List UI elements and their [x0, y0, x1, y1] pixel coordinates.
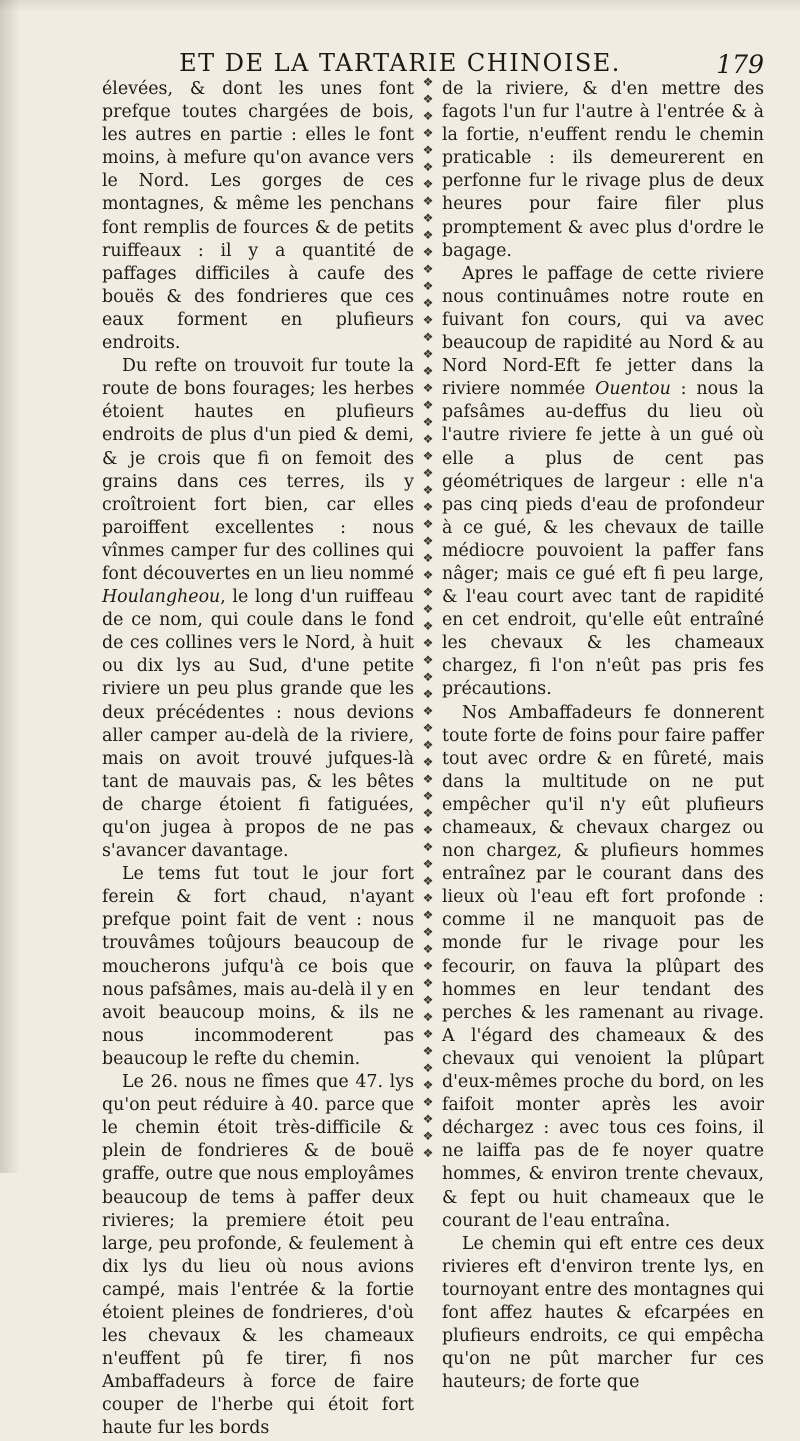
ornament-glyph: ❖	[422, 1112, 434, 1126]
ornament-glyph: ❖	[422, 398, 434, 412]
ornament-glyph: ❖	[422, 364, 434, 378]
ornament-glyph: ❖	[422, 160, 434, 174]
ornament-glyph: ❖	[422, 245, 434, 259]
paragraph	[442, 1233, 764, 1395]
ornament-glyph: ❖	[422, 1010, 434, 1024]
paragraph-text: , le long d'un ruiffeau de ce nom, qui coule dans le fond de ces collines vers le Nord, à huit ou dix lys au Sud, d'une petite riviere un peu plus grande que les deux précédentes : nous devions aller camper au-delà de la riviere, mais on avoit trouvé jufques-là tant de mauvais pas, & les bêtes de charge étoient fi fatiguées, qu'on jugea à propos de ne pas s'avancer davantage.	[102, 587, 414, 862]
ornament-glyph: ❖	[422, 942, 434, 956]
ornament-glyph: ❖	[422, 908, 434, 922]
ornament-glyph: ❖	[422, 636, 434, 650]
ornament-glyph: ❖	[422, 925, 434, 939]
ornament-glyph: ❖	[422, 721, 434, 735]
ornament-glyph: ❖	[422, 211, 434, 225]
left-column	[102, 78, 415, 1439]
ornament-glyph: ❖	[422, 415, 434, 429]
ornament-glyph: ❖	[422, 874, 434, 888]
ornament-glyph: ❖	[422, 143, 434, 157]
ornament-glyph: ❖	[422, 772, 434, 786]
ornament-glyph: ❖	[422, 194, 434, 208]
ornament-glyph: ❖	[422, 1095, 434, 1109]
ornament-glyph: ❖	[422, 75, 434, 89]
ornament-glyph: ❖	[422, 670, 434, 684]
ornament-glyph: ❖	[422, 262, 434, 276]
ornament-glyph: ❖	[422, 1027, 434, 1041]
ornament-glyph: ❖	[422, 806, 434, 820]
paragraph-text: Le 26. nous ne fîmes que 47. lys qu'on peut réduire à 40. parce que le chemin étoit très-difficile & plein de fondrieres & de bouë graffe, outre que nous employâmes beaucoup de tems à paffer deux rivieres; la premiere étoit peu large, peu profonde, & feulement à dix lys du lieu où nous avions campé, mais l'entrée & la fortie étoient pleines de fondrieres, d'où les chevaux & les chameaux n'euffent pû fe tirer, fi nos Ambaffadeurs à force de faire couper de l'herbe qui étoit fort haute fur les bords	[102, 1072, 414, 1439]
page-header	[0, 46, 800, 80]
paragraph-text: de la riviere, & d'en mettre des fagots l'un fur l'autre à l'entrée & à la fortie, n'euffent rendu le chemin praticable : ils demeurerent en perfonne fur le rivage plus de deux heures pour faire filer plus promptement & avec plus d'ordre le bagage.	[442, 79, 764, 261]
ornament-glyph: ❖	[422, 891, 434, 905]
paragraph-text: Nos Ambaffadeurs fe donnerent toute forte de foins pour faire paffer tout avec ordre & en fûreté, mais dans la multitude on ne put empêcher qu'il n'y eût plufieurs chameaux, & chevaux chargez ou non chargez, & plufieurs hommes entraînez par le courant dans des lieux où l'eau eft fort profonde : comme il ne manquoit pas de monde fur le rivage pour les fecourir, on fauva la plûpart des hommes en leur tendant des perches & les ramenant au rivage. A l'égard des chameaux & des chevaux qui venoient la plûpart d'eux-mêmes proche du bord, on les faifoit monter après les avoir déchargez : avec tous ces foins, il ne laiffa pas de fe noyer quatre hommes, & environ trente chevaux, & fept ou huit chameaux que le courant de l'eau entraîna.	[442, 702, 764, 1231]
running-head: ET DE LA TARTARIE CHINOISE.	[179, 49, 621, 77]
paragraph-text: Du refte on trouvoit fur toute la route de bons fourages; les herbes étoient hautes en plufieurs endroits de plus d'un pied & demi, & je crois que fi on femoit des grains dans ces terres, ils y croîtroient fort bien, car elles paroiffent excellentes : nous vînmes camper fur des collines qui font découvertes en un lieu nommé	[102, 356, 414, 584]
ornament-glyph: ❖	[422, 653, 434, 667]
right-column	[442, 78, 764, 1393]
ornament-glyph: ❖	[422, 687, 434, 701]
ornament-glyph: ❖	[422, 517, 434, 531]
paragraph	[102, 78, 414, 355]
paragraph	[102, 355, 414, 863]
ornament-glyph: ❖	[422, 126, 434, 140]
paragraph	[102, 1071, 414, 1441]
ornament-glyph: ❖	[422, 1129, 434, 1143]
ornament-glyph: ❖	[422, 92, 434, 106]
ornament-glyph: ❖	[422, 330, 434, 344]
paragraph-text: Le tems fut tout le jour fort ferein & fort chaud, n'ayant prefque point fait de vent : nous trouvâmes toûjours beaucoup de moucherons jufqu'à ce bois que nous pafsâmes, mais au-delà il y en avoit beaucoup moins, & ils ne nous incommoderent pas beaucoup le refte du chemin.	[102, 864, 415, 1069]
ornament-glyph: ❖	[422, 347, 434, 361]
paragraph-text: Le chemin qui eft entre ces deux rivieres eft d'environ trente lys, en tournoyant entre des montagnes qui font affez hautes & efcarpées en plufieurs endroits, ce qui empêcha qu'on ne pût marcher fur ces hauteurs; de forte que	[442, 1233, 764, 1393]
ornament-glyph: ❖	[422, 755, 434, 769]
ornament-glyph: ❖	[422, 976, 434, 990]
ornament-glyph: ❖	[422, 738, 434, 752]
ornament-glyph: ❖	[422, 449, 434, 463]
ornament-glyph: ❖	[422, 993, 434, 1007]
top-shadow	[0, 0, 800, 12]
ornament-glyph: ❖	[422, 619, 434, 633]
ornament-glyph: ❖	[422, 959, 434, 973]
ornament-glyph: ❖	[422, 1078, 434, 1092]
ornament-glyph: ❖	[422, 840, 434, 854]
paragraph-text: élevées, & dont les unes font prefque toutes chargées de bois, les autres en partie : elles le font moins, à mefure qu'on avance vers le Nord. Les gorges de ces montagnes, & même les penchans font remplis de fources & de petits ruiffeaux : il y a quantité de paffages difficiles à caufe des bouës & des fondrieres que ces eaux forment en plufieurs endroits.	[102, 79, 414, 354]
ornament-glyph: ❖	[422, 585, 434, 599]
page-number: 179	[716, 50, 764, 79]
ornament-glyph: ❖	[422, 228, 434, 242]
ornament-glyph: ❖	[422, 381, 434, 395]
ornament-glyph: ❖	[422, 534, 434, 548]
ornament-glyph: ❖	[422, 466, 434, 480]
paragraph	[442, 702, 764, 1233]
ornament-glyph: ❖	[422, 177, 434, 191]
ornament-glyph: ❖	[422, 602, 434, 616]
ornament-glyph: ❖	[422, 823, 434, 837]
ornament-glyph: ❖	[422, 1044, 434, 1058]
place-name: Ouentou	[595, 379, 671, 400]
ornament-glyph: ❖	[422, 568, 434, 582]
ornament-glyph: ❖	[422, 296, 434, 310]
ornament-glyph: ❖	[422, 483, 434, 497]
ornament-glyph: ❖	[422, 500, 434, 514]
ornament-glyph: ❖	[422, 1146, 434, 1160]
ornament-glyph: ❖	[422, 109, 434, 123]
ornament-glyph: ❖	[422, 432, 434, 446]
paragraph	[102, 863, 414, 1071]
ornament-glyph: ❖	[422, 551, 434, 565]
paragraph	[442, 78, 764, 263]
column-divider-ornament	[421, 74, 435, 1160]
ornament-glyph: ❖	[422, 789, 434, 803]
paragraph-text: Apres le paffage de cette riviere nous continuâmes notre route en fuivant fon cours, qui va avec beaucoup de rapidité au Nord & au Nord Nord-Eft fe jetter dans la riviere nommée	[442, 263, 764, 400]
place-name: Houlangheou	[102, 587, 221, 608]
ornament-glyph: ❖	[422, 857, 434, 871]
paragraph-text: : nous la pafsâmes au-deffus du lieu où l'autre riviere fe jette à un gué où elle a plus de cent pas géométriques de largeur : elle n'a pas cinq pieds d'eau de profondeur à ce gué, & les chevaux de taille médiocre pouvoient la paffer fans nâger; mais ce gué eft fi peu large, & l'eau court avec tant de rapidité en cet endroit, qu'elle eût entraîné les chevaux & les chameaux chargez, fi l'on n'eût pas pris fes précautions.	[442, 379, 764, 700]
binding-shadow	[0, 0, 20, 1173]
ornament-glyph: ❖	[422, 1061, 434, 1075]
ornament-glyph: ❖	[422, 313, 434, 327]
paragraph	[442, 263, 764, 702]
ornament-glyph: ❖	[422, 704, 434, 718]
ornament-glyph: ❖	[422, 279, 434, 293]
